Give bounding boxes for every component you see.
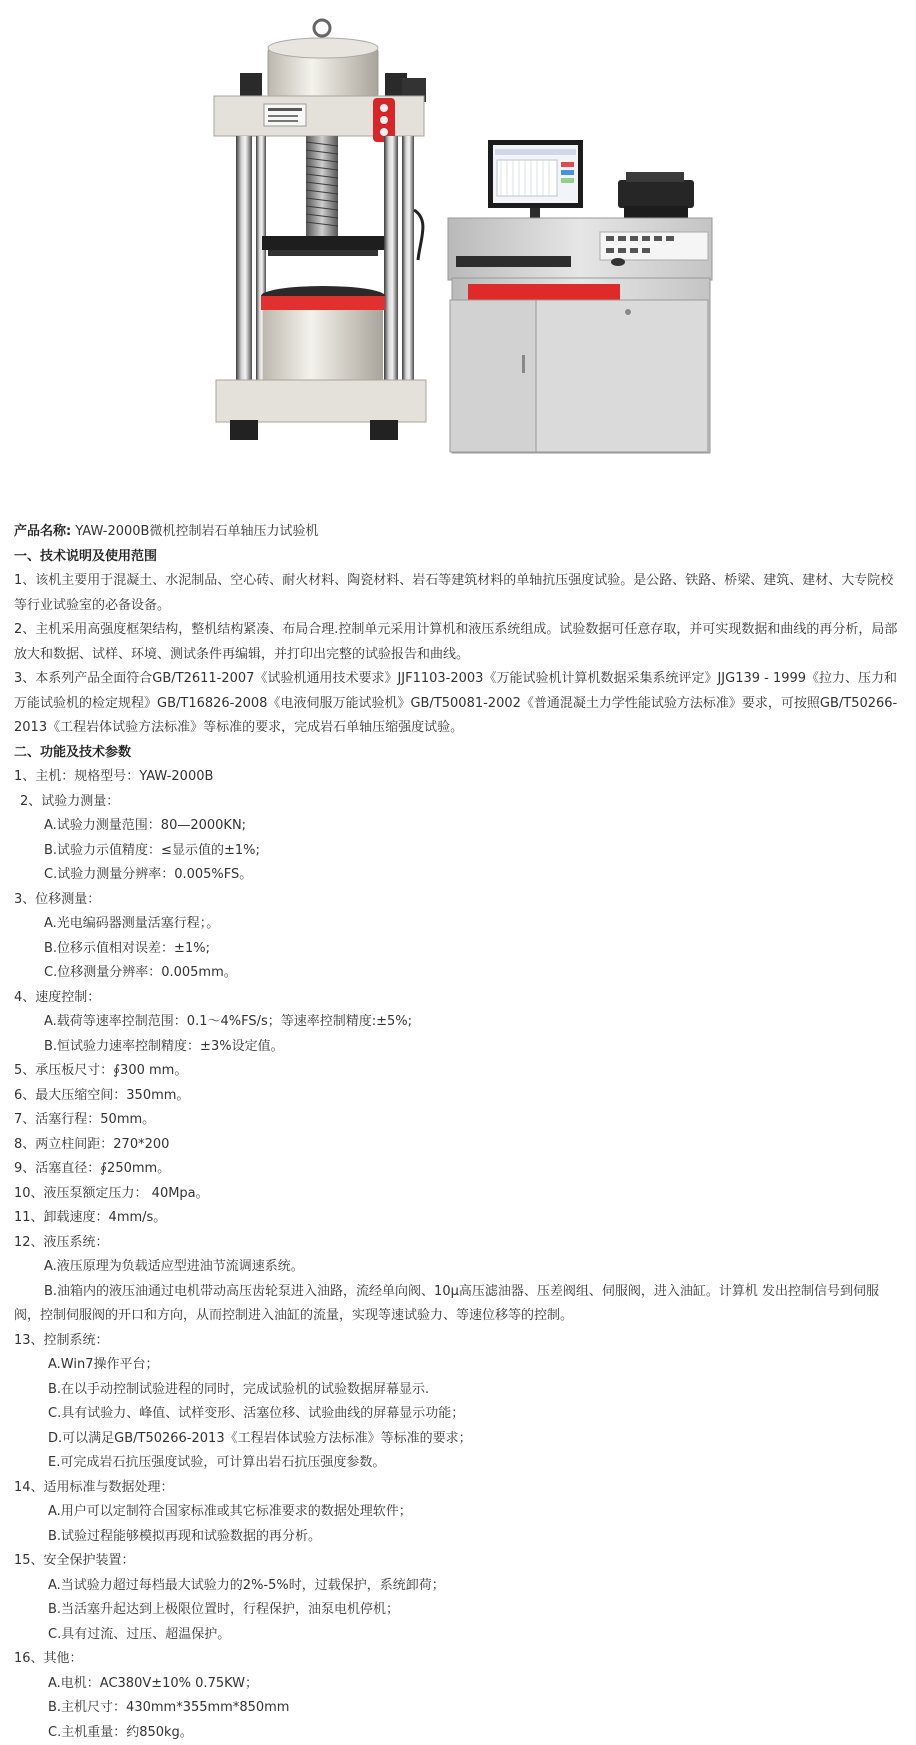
param-hyd-title: 12、液压系统： <box>14 1231 904 1256</box>
param-ctrl-d: D.可以满足GB/T50266-2013《工程岩体试验方法标准》等标准的要求； <box>14 1427 904 1452</box>
param-disp-a: A.光电编码器测量活塞行程；。 <box>14 912 904 937</box>
control-cabinet-illustration <box>448 140 712 453</box>
param-std-b: B.试验过程能够模拟再现和试验数据的再分析。 <box>14 1525 904 1550</box>
product-name-label: 产品名称: <box>14 524 71 539</box>
param-speed-a: A.载荷等速率控制范围：0.1～4%FS/s；等速率控制精度:±5%; <box>14 1010 904 1035</box>
param-speed-b: B.恒试验力速率控制精度：±3%设定值。 <box>14 1035 904 1060</box>
param-other-b: B.主机尺寸：430mm*355mm*850mm <box>14 1696 904 1721</box>
tech-paragraph-3: 3、本系列产品全面符合GB/T2611-2007《试验机通用技术要求》JJF1103-2003《万能试验机计算机数据采集系统评定》JJG139 - 1999《拉力、压力和万能试验机的检定规程》GB/T16826-2008《电液伺服万能试验机》GB/T50081-2002《普通混凝土力学性能试验方法标准》要求，可按照GB/T50266-2013《工程岩体试验方法标准》等标准的要求，完成岩石单轴压缩强度试验。 <box>14 667 904 741</box>
product-name-value: YAW-2000B微机控制岩石单轴压力试验机 <box>75 524 318 539</box>
param-ctrl-b: B.在以手动控制试验进程的同时，完成试验机的试验数据屏幕显示. <box>14 1378 904 1403</box>
param-force-b: B.试验力示值精度：≤显示值的±1%; <box>14 839 904 864</box>
tech-paragraph-1: 1、该机主要用于混凝土、水泥制品、空心砖、耐火材料、陶瓷材料、岩石等建筑材料的单轴抗压强度试验。是公路、铁路、桥梁、建筑、建材、大专院校等行业试验室的必备设备。 <box>14 569 904 618</box>
param-ctrl-a: A.Win7操作平台； <box>14 1353 904 1378</box>
section-heading-params: 二、功能及技术参数 <box>14 741 904 766</box>
param-speed-title: 4、速度控制： <box>14 986 904 1011</box>
param-safe-c: C.具有过流、过压、超温保护。 <box>14 1623 904 1648</box>
param-force-title: 2、试验力测量： <box>14 790 904 815</box>
param-item-9: 9、活塞直径：∮250mm。 <box>14 1157 904 1182</box>
press-machine-illustration <box>214 20 426 440</box>
param-disp-c: C.位移测量分辨率：0.005mm。 <box>14 961 904 986</box>
section-heading-tech: 一、技术说明及使用范围 <box>14 545 904 570</box>
param-force-a: A.试验力测量范围：80—2000KN; <box>14 814 904 839</box>
param-other-title: 16、其他： <box>14 1647 904 1672</box>
param-ctrl-e: E.可完成岩石抗压强度试验，可计算出岩石抗压强度参数。 <box>14 1451 904 1476</box>
param-ctrl-c: C.具有试验力、峰值、试样变形、活塞位移、试验曲线的屏幕显示功能； <box>14 1402 904 1427</box>
param-safe-a: A.当试验力超过每档最大试验力的2%-5%时，过载保护，系统卸荷； <box>14 1574 904 1599</box>
param-std-a: A.用户可以定制符合国家标准或其它标准要求的数据处理软件； <box>14 1500 904 1525</box>
param-safe-b: B.当活塞升起达到上极限位置时，行程保护，油泵电机停机； <box>14 1598 904 1623</box>
param-disp-b: B.位移示值相对误差：±1%; <box>14 937 904 962</box>
param-other-a: A.电机：AC380V±10% 0.75KW； <box>14 1672 904 1697</box>
param-other-c: C.主机重量：约850kg。 <box>14 1721 904 1745</box>
param-force-c: C.试验力测量分辨率：0.005%FS。 <box>14 863 904 888</box>
param-item-10: 10、液压泵额定压力： 40Mpa。 <box>14 1182 904 1207</box>
param-item-5: 5、承压板尺寸：∮300 mm。 <box>14 1059 904 1084</box>
param-hyd-a: A.液压原理为负载适应型进油节流调速系统。 <box>14 1255 904 1280</box>
param-host: 1、主机：规格型号：YAW-2000B <box>14 765 904 790</box>
param-item-7: 7、活塞行程：50mm。 <box>14 1108 904 1133</box>
param-ctrl-title: 13、控制系统： <box>14 1329 904 1354</box>
param-hyd-b: B.油箱内的液压油通过电机带动高压齿轮泵进入油路，流经单向阀、10μ高压滤油器、压差阀组、伺服阀，进入油缸。计算机 发出控制信号到伺服阀，控制伺服阀的开口和方向，从而控制进入油缸的流量，实现等速试验力、等速位移等的控制。 <box>14 1280 904 1329</box>
param-item-8: 8、两立柱间距：270*200 <box>14 1133 904 1158</box>
param-disp-title: 3、位移测量： <box>14 888 904 913</box>
product-photo <box>0 0 916 480</box>
param-item-11: 11、卸载速度：4mm/s。 <box>14 1206 904 1231</box>
product-spec-document <box>14 520 904 1745</box>
product-name-line <box>14 520 904 545</box>
param-std-title: 14、适用标准与数据处理： <box>14 1476 904 1501</box>
tech-paragraph-2: 2、主机采用高强度框架结构，整机结构紧凑、布局合理.控制单元采用计算机和液压系统组成。试验数据可任意存取，并可实现数据和曲线的再分析，局部放大和数据、试样、环境、测试条件再编辑，并打印出完整的试验报告和曲线。 <box>14 618 904 667</box>
param-item-6: 6、最大压缩空间：350mm。 <box>14 1084 904 1109</box>
param-safe-title: 15、安全保护装置： <box>14 1549 904 1574</box>
